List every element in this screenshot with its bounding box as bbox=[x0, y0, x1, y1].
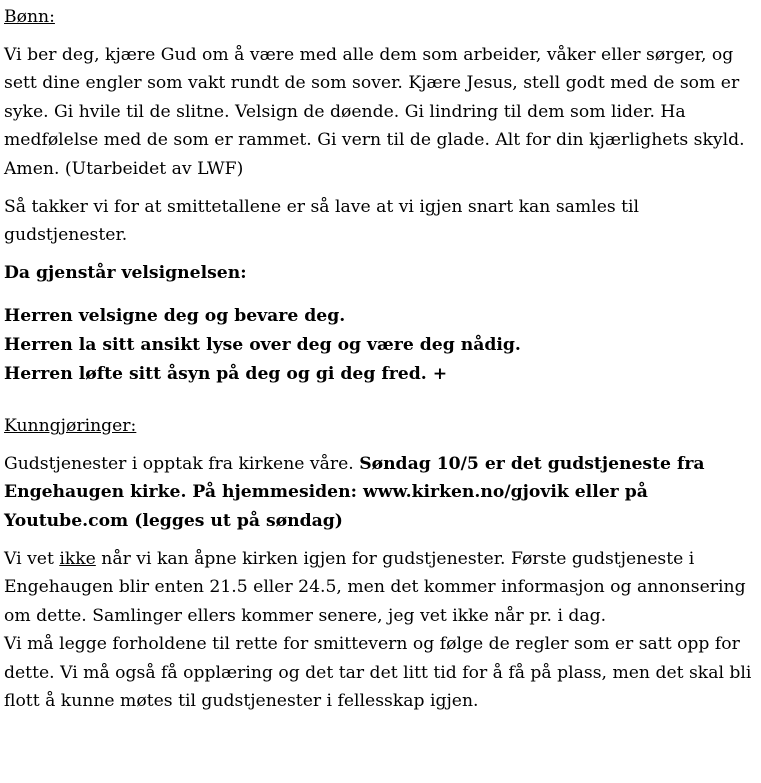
blessing-line-2: Herren la sitt ansikt lyse over deg og være deg nådig. bbox=[4, 334, 521, 355]
blessing-line-3: Herren løfte sitt åsyn på deg og gi deg fred. + bbox=[4, 363, 448, 384]
reopening-underlined-word: ikke bbox=[59, 548, 96, 569]
announcement-reopening bbox=[4, 545, 757, 631]
announcement-service-text: Gudstjenester i opptak fra kirkene våre. bbox=[4, 453, 360, 474]
thanks-paragraph: Så takker vi for at smittetallene er så lave at vi igjen snart kan samles til gudstjenester. bbox=[4, 196, 640, 246]
blessing-line-1: Herren velsigne deg og bevare deg. bbox=[4, 306, 346, 327]
announcement-service-bold: Søndag 10/5 er det gudstjeneste fra Engehaugen kirke. På hjemmesiden: www.kirken.no/gjovik eller på Youtube.com (legges ut på søndag) bbox=[4, 453, 705, 531]
announcement-service-recordings bbox=[4, 450, 757, 536]
blessing-block bbox=[4, 302, 757, 388]
prayer-text: Vi ber deg, kjære Gud om å være med alle dem som arbeider, våker eller sørger, og sett dine engler som vakt rundt de som sover. Kjære Jesus, stell godt med de som er syke. Gi hvile til de slitne. Velsign de døende. Gi lindring til dem som lider. Ha medfølelse med de som er rammet. Gi vern til de glade. Alt for din kjærlighets skyld. Amen. (Utarbeidet av LWF) bbox=[4, 44, 745, 179]
blessing-intro: Da gjenstår velsignelsen: bbox=[4, 262, 247, 283]
announcements-heading: Kunngjøringer: bbox=[4, 416, 137, 437]
prayer-heading: Bønn: bbox=[4, 7, 55, 27]
announcement-infection-control: Vi må legge forholdene til rette for smittevern og følge de regler som er satt opp for dette. Vi må også få opplæring og det tar det litt tid for å få på plass, men det skal bli flott å kunne møtes til gudstjenester i fellesskap igjen. bbox=[4, 634, 752, 712]
reopening-text-b: når vi kan åpne kirken igjen for gudstjenester. Første gudstjeneste i Engehaugen blir enten 21.5 eller 24.5, men det kommer informasjon og annonsering om dette. Samlinger ellers kommer senere, jeg vet ikke når pr. i dag. bbox=[4, 548, 746, 626]
reopening-text-a: Vi vet bbox=[4, 548, 60, 569]
